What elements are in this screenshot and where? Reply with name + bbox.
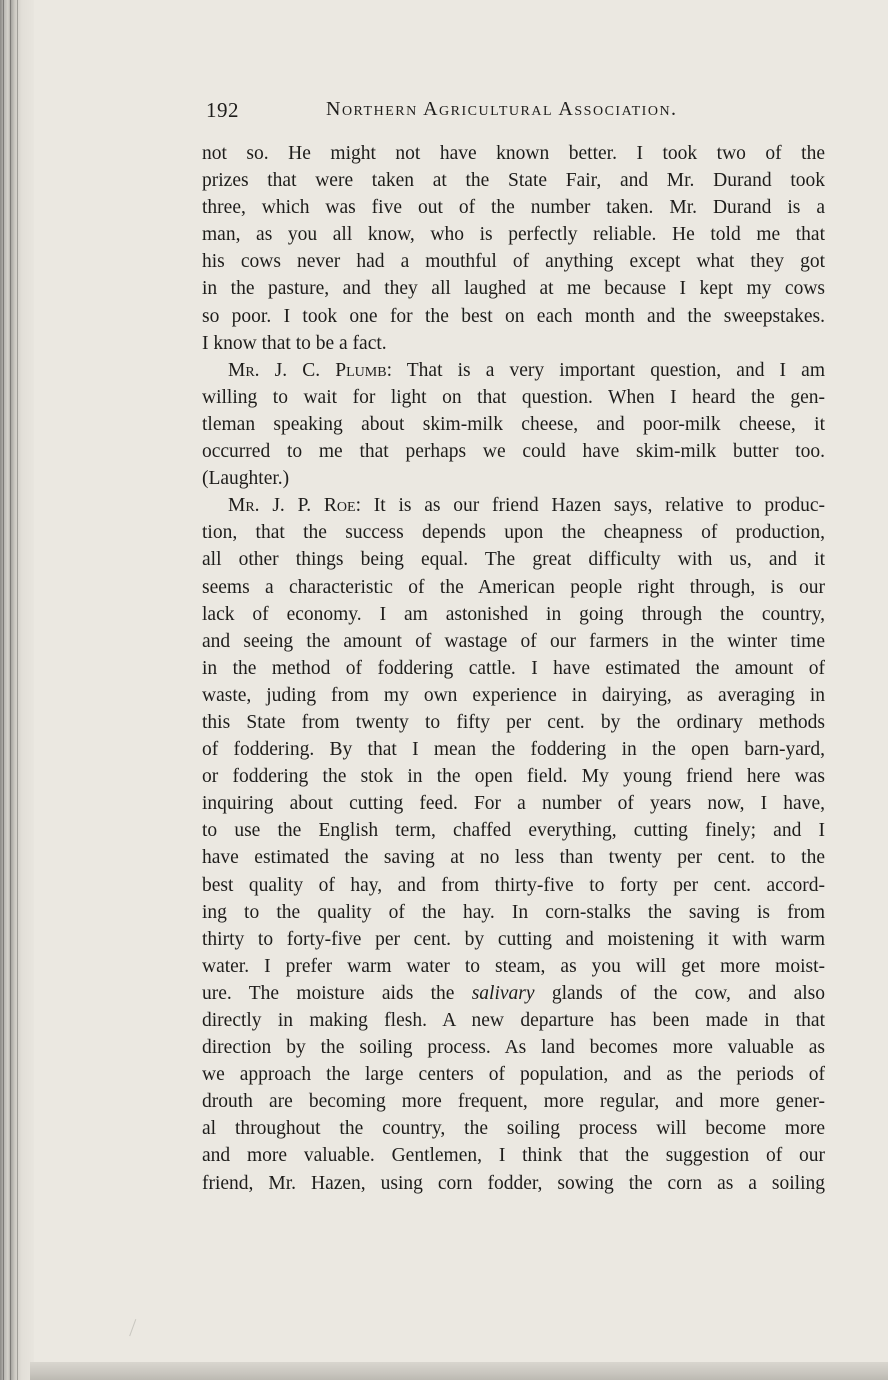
binding-edge-line	[3, 0, 4, 1380]
running-head: Northern Agricultural Association.	[326, 98, 678, 120]
text-segment: occurred to me that perhaps we could have skim-milk butter too.	[202, 441, 825, 463]
text-segment: three, which was five out of the number taken. Mr. Durand is a	[202, 197, 825, 219]
text-line	[202, 140, 825, 167]
text-segment: this State from twenty to fifty per cent. by the ordinary methods	[202, 711, 825, 733]
text-segment: direction by the soiling process. As land becomes more valuable as	[202, 1037, 825, 1059]
text-line	[202, 411, 825, 438]
text-segment: glands of the cow, and also	[534, 982, 825, 1004]
text-line	[202, 1170, 825, 1197]
text-line	[202, 1061, 825, 1088]
italic-word: salivary	[471, 982, 535, 1004]
text-segment: prizes that were taken at the State Fair, and Mr. Durand took	[202, 170, 825, 192]
text-line	[202, 275, 825, 302]
text-line	[202, 1115, 825, 1142]
text-segment: friend, Mr. Hazen, using corn fodder, sowing the corn as a soiling	[202, 1172, 825, 1194]
text-line	[202, 872, 825, 899]
text-segment: : It is as our friend Hazen says, relative to produc-	[355, 495, 825, 517]
text-line	[202, 682, 825, 709]
text-segment: so poor. I took one for the best on each month and the sweepstakes.	[202, 305, 825, 327]
text-segment: water. I prefer warm water to steam, as you will get more moist-	[202, 955, 825, 977]
text-segment: ing to the quality of the hay. In corn-stalks the saving is from	[202, 901, 825, 923]
body-text	[202, 140, 825, 1197]
text-segment: inquiring about cutting feed. For a number of years now, I have,	[202, 793, 825, 815]
text-line	[202, 817, 825, 844]
speaker-name: Mr. J. C. Plumb	[228, 359, 387, 381]
pencil-mark	[129, 1319, 144, 1339]
text-segment: drouth are becoming more frequent, more regular, and more gener-	[202, 1091, 825, 1113]
text-line	[202, 1034, 825, 1061]
text-line	[202, 980, 825, 1007]
text-segment: ure. The moisture aids the	[202, 982, 472, 1004]
text-line	[202, 709, 825, 736]
text-segment: to use the English term, chaffed everything, cutting finely; and I	[202, 820, 825, 842]
page-number: 192	[206, 98, 239, 122]
text-segment: lack of economy. I am astonished in going through the country,	[202, 603, 825, 625]
text-segment: in the pasture, and they all laughed at me because I kept my cows	[202, 278, 825, 300]
text-segment: best quality of hay, and from thirty-five to forty per cent. accord-	[202, 874, 825, 896]
page-header	[202, 98, 822, 124]
book-binding-shadow	[0, 0, 34, 1380]
text-segment: tleman speaking about skim-milk cheese, and poor-milk cheese, it	[202, 413, 825, 435]
text-segment: all other things being equal. The great difficulty with us, and it	[202, 549, 825, 571]
text-segment: : That is a very important question, and I am	[386, 359, 825, 381]
text-line	[202, 519, 825, 546]
text-line	[202, 1007, 825, 1034]
binding-edge-line	[10, 0, 11, 1380]
text-segment: and seeing the amount of wastage of our farmers in the winter time	[202, 630, 825, 652]
text-line	[202, 1088, 825, 1115]
text-segment: have estimated the saving at no less than twenty per cent. to the	[202, 847, 825, 869]
text-line	[202, 953, 825, 980]
text-line	[202, 546, 825, 573]
text-line	[202, 194, 825, 221]
text-line	[202, 763, 825, 790]
text-segment: I know that to be a fact.	[202, 332, 387, 354]
text-segment: thirty to forty-five per cent. by cutting and moistening it with warm	[202, 928, 825, 950]
text-line	[202, 790, 825, 817]
text-line	[202, 628, 825, 655]
text-segment: al throughout the country, the soiling process will become more	[202, 1118, 825, 1140]
text-line	[202, 248, 825, 275]
text-segment: we approach the large centers of population, and as the periods of	[202, 1064, 825, 1086]
text-line	[202, 899, 825, 926]
text-segment: or foddering the stok in the open field. My young friend here was	[202, 766, 825, 788]
text-line	[202, 492, 825, 519]
page-bottom-edge	[30, 1362, 888, 1380]
text-line	[202, 357, 825, 384]
text-line	[202, 465, 825, 492]
text-segment: waste, juding from my own experience in dairying, as averaging in	[202, 684, 825, 706]
text-segment: willing to wait for light on that question. When I heard the gen-	[202, 386, 825, 408]
text-line	[202, 438, 825, 465]
text-segment: (Laughter.)	[202, 468, 290, 490]
text-segment: man, as you all know, who is perfectly reliable. He told me that	[202, 224, 825, 246]
binding-edge-line	[17, 0, 18, 1380]
text-segment: tion, that the success depends upon the cheapness of production,	[202, 522, 825, 544]
text-segment: directly in making flesh. A new departure has been made in that	[202, 1010, 825, 1031]
text-line	[202, 655, 825, 682]
text-line	[202, 926, 825, 953]
text-line	[202, 1142, 825, 1169]
text-segment: his cows never had a mouthful of anything except what they got	[202, 251, 825, 273]
text-segment: of foddering. By that I mean the foddering in the open barn-yard,	[202, 739, 825, 761]
text-line	[202, 221, 825, 248]
text-segment: seems a characteristic of the American people right through, is our	[202, 576, 825, 598]
text-line	[202, 330, 825, 357]
text-segment: in the method of foddering cattle. I have estimated the amount of	[202, 657, 825, 679]
text-line	[202, 303, 825, 330]
text-line	[202, 574, 825, 601]
text-segment: not so. He might not have known better. I took two of the	[202, 143, 825, 164]
text-segment: and more valuable. Gentlemen, I think that the suggestion of our	[202, 1145, 825, 1167]
text-line	[202, 384, 825, 411]
speaker-name: Mr. J. P. Roe	[228, 495, 356, 517]
text-line	[202, 736, 825, 763]
text-line	[202, 844, 825, 871]
text-line	[202, 601, 825, 628]
text-line	[202, 167, 825, 194]
